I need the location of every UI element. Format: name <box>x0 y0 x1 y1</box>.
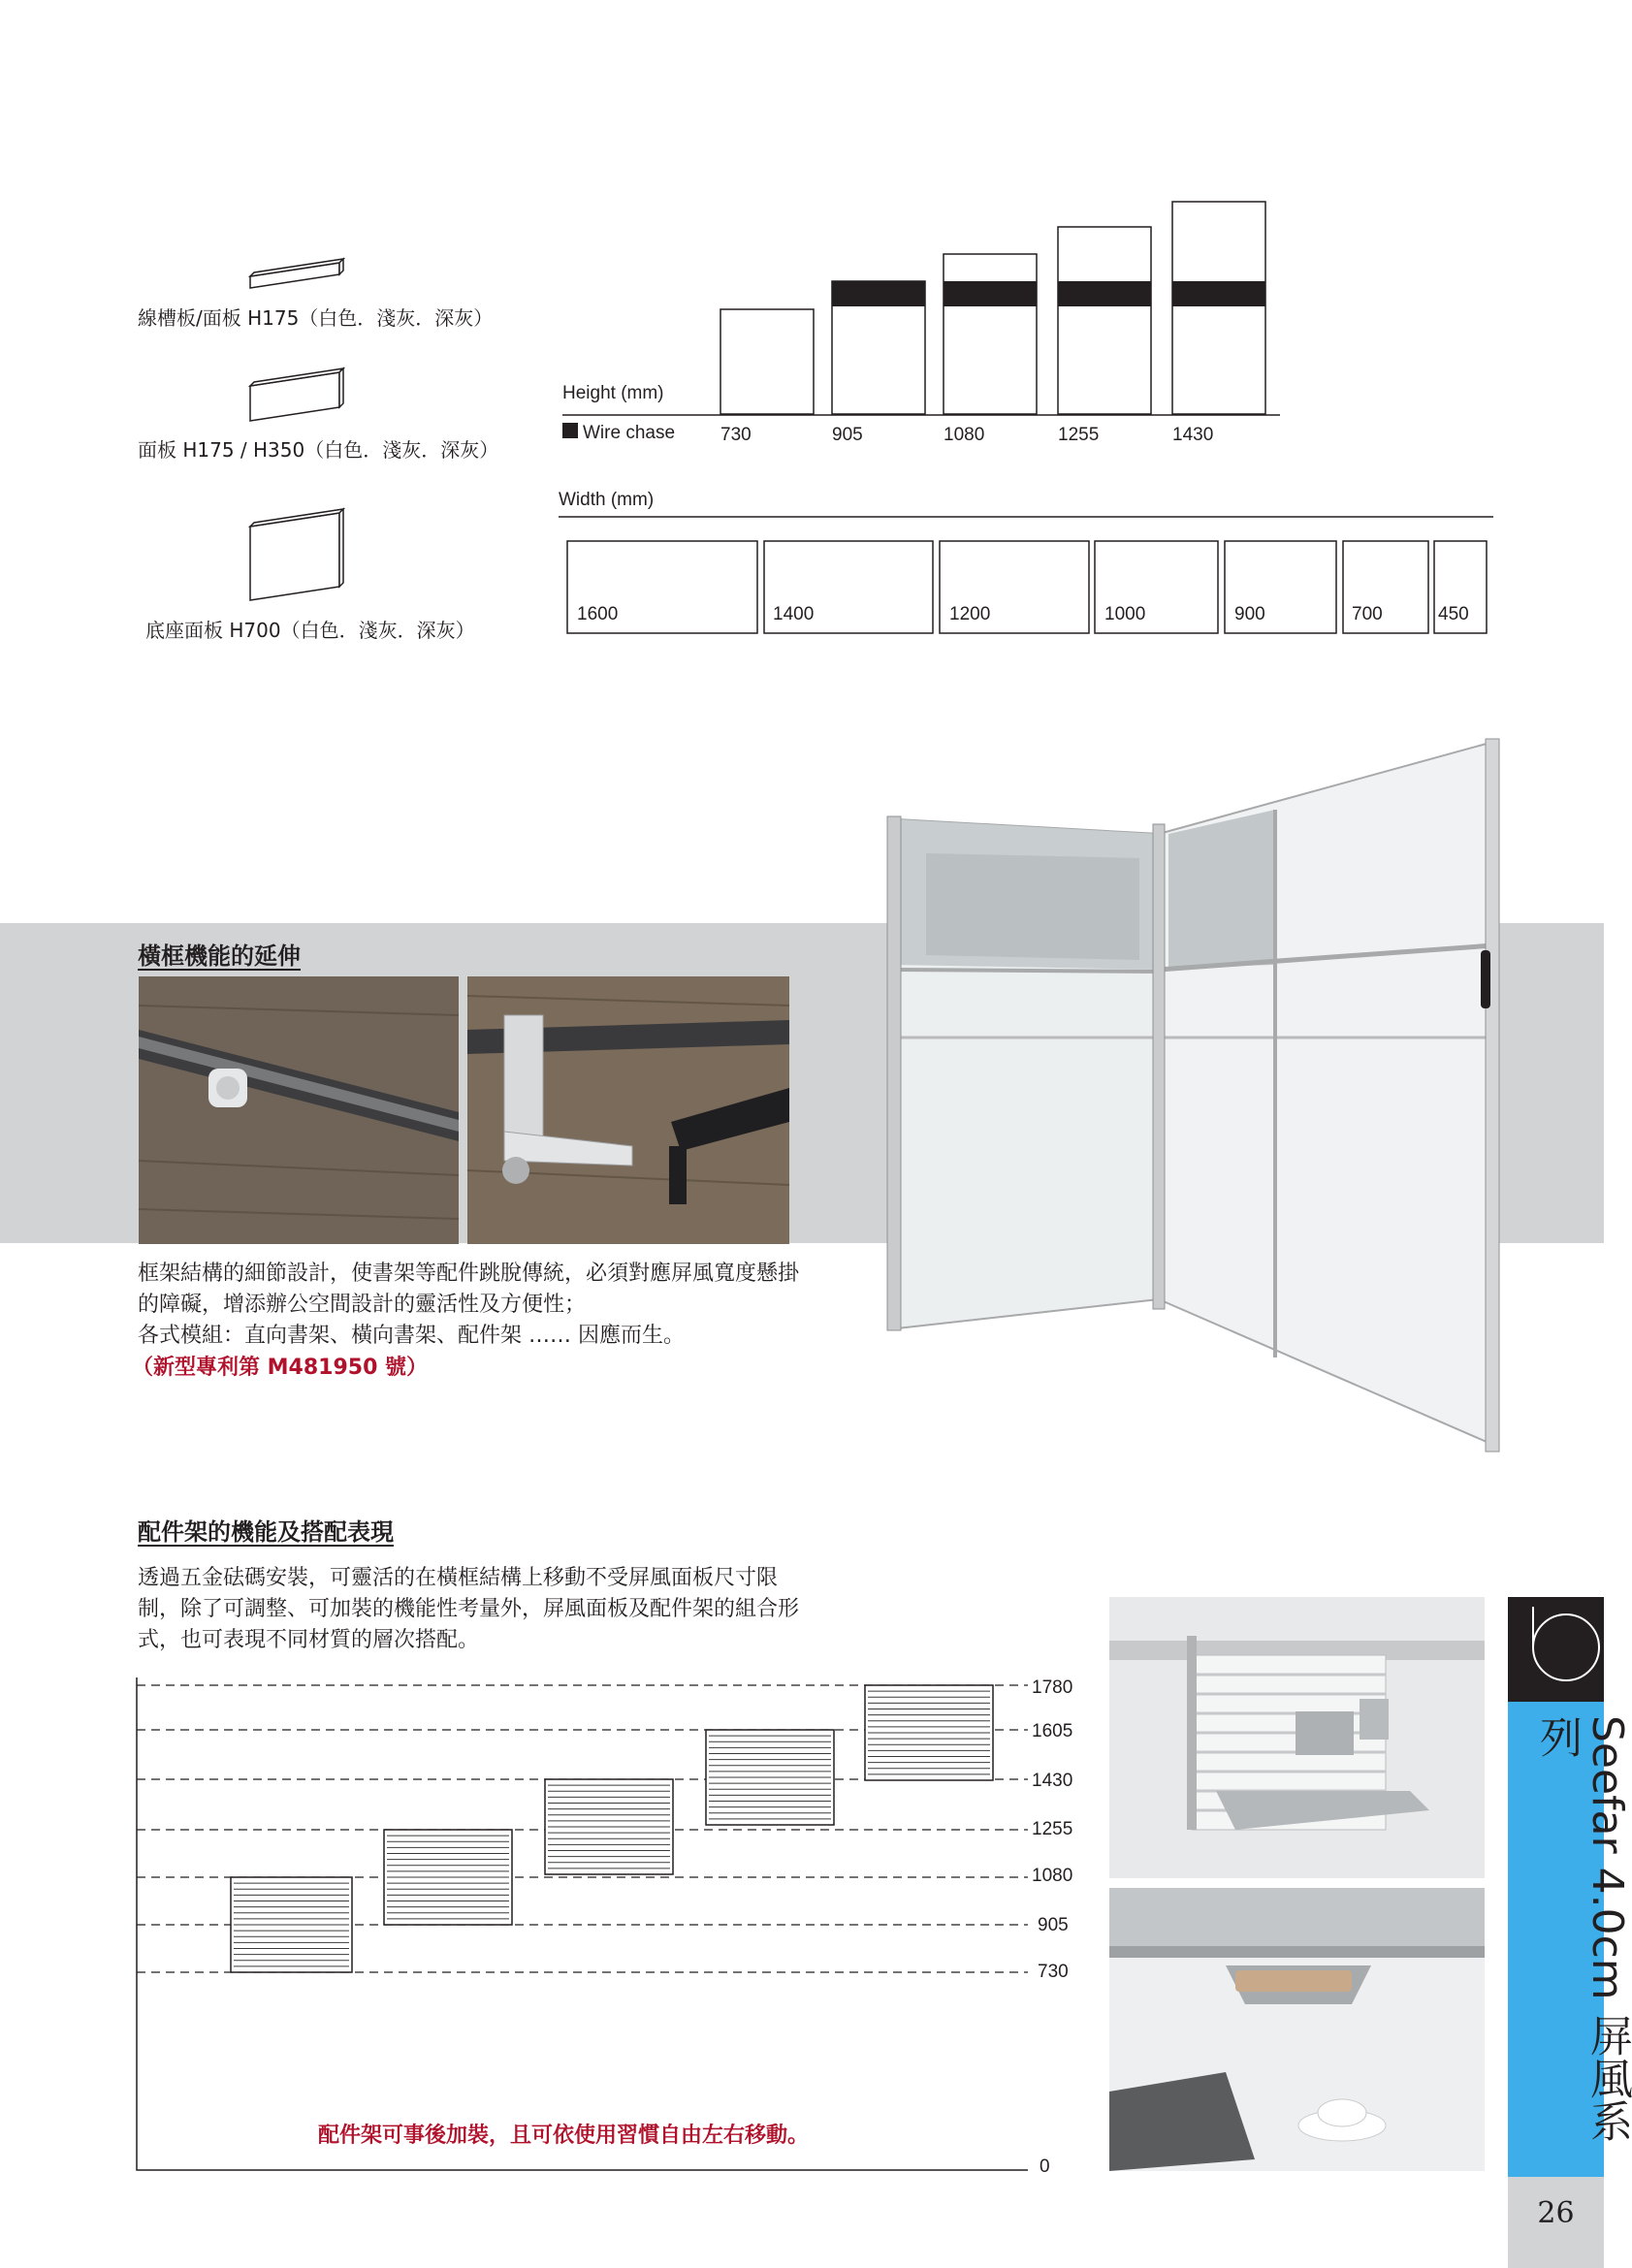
section1-heading: 橫框機能的延伸 <box>138 942 301 970</box>
thin-panel-icon <box>242 247 349 296</box>
base-panel-icon <box>242 499 349 606</box>
section2-line-3: 式，也可表現不同材質的層次搭配。 <box>138 1628 480 1652</box>
section2-line-1: 透過五金砝碼安裝，可靈活的在橫框結構上移動不受屏風面板尺寸限 <box>138 1566 779 1590</box>
level-label-1430: 1430 <box>1032 1771 1073 1791</box>
accessory-photo-top <box>1109 1597 1485 1878</box>
thin-panel-label: 線槽板/面板 H175（白色．淺灰．深灰） <box>138 306 494 330</box>
wire-chase-legend-swatch <box>562 423 578 438</box>
wire-chase-1080 <box>944 281 1037 306</box>
wire-chase-legend: Wire chase <box>583 423 676 443</box>
rack-chart <box>136 1677 1038 2172</box>
section1-line-2: 的障礙，增添辦公空間設計的靈活性及方便性； <box>138 1293 587 1317</box>
height-label-1255: 1255 <box>1058 425 1100 445</box>
section1-line-3: 各式模組：直向書架、橫向書架、配件架 …… 因應而生。 <box>138 1324 685 1348</box>
height-label-905: 905 <box>832 425 863 445</box>
level-label-1605: 1605 <box>1032 1721 1073 1741</box>
rail-photo-right <box>467 976 789 1244</box>
width-label-1600: 1600 <box>577 604 619 624</box>
page-number: 26 <box>1537 2196 1575 2230</box>
series-title-band <box>1508 1702 1632 2177</box>
accessory-rack-5 <box>865 1685 993 1780</box>
width-label-450: 450 <box>1438 604 1469 624</box>
sidebar-logo-block <box>1508 1597 1604 1702</box>
section1-line-1: 框架結構的細節設計，使書架等配件跳脫傳統，必須對應屏風寬度懸掛 <box>138 1262 800 1286</box>
height-label-1080: 1080 <box>944 425 985 445</box>
height-box-1080 <box>944 254 1037 414</box>
rail-photo-left <box>139 976 459 1244</box>
height-label-730: 730 <box>720 425 752 445</box>
width-label-1000: 1000 <box>1104 604 1146 624</box>
level-label-1080: 1080 <box>1032 1866 1073 1886</box>
accessory-rack-4 <box>706 1730 834 1825</box>
height-chart-title: Height (mm) <box>562 383 664 403</box>
seefar-logo-icon <box>1508 1597 1604 1702</box>
height-label-1430: 1430 <box>1172 425 1214 445</box>
width-label-900: 900 <box>1234 604 1265 624</box>
section2-heading: 配件架的機能及搭配表現 <box>138 1518 394 1546</box>
width-label-1200: 1200 <box>949 604 991 624</box>
section2-line-2: 制，除了可調整、可加裝的機能性考量外，屏風面板及配件架的組合形 <box>138 1597 800 1621</box>
medium-panel-icon <box>242 359 349 427</box>
accessory-photo-bottom <box>1109 1888 1485 2171</box>
level-label-1255: 1255 <box>1032 1819 1073 1839</box>
width-label-1400: 1400 <box>773 604 815 624</box>
level-label-0: 0 <box>1040 2156 1050 2177</box>
level-label-730: 730 <box>1038 1962 1069 1982</box>
patent-number: （新型專利第 M481950 號） <box>132 1356 429 1380</box>
height-box-1430 <box>1172 202 1265 414</box>
width-label-700: 700 <box>1352 604 1383 624</box>
wire-chase-1430 <box>1172 281 1265 306</box>
page-number-block <box>1508 2177 1604 2268</box>
height-chart <box>553 194 1290 456</box>
width-chart-title: Width (mm) <box>559 490 655 510</box>
accessory-rack-2 <box>384 1830 512 1925</box>
height-box-730 <box>720 309 814 414</box>
series-title: Seefar 4.0cm 屏風系列 <box>1532 1715 1632 2142</box>
accessory-rack-1 <box>231 1877 352 1972</box>
level-label-905: 905 <box>1038 1915 1069 1935</box>
rack-note: 配件架可事後加裝，且可依使用習慣自由左右移動。 <box>318 2124 810 2148</box>
wire-chase-905 <box>832 281 925 306</box>
medium-panel-label: 面板 H175 / H350（白色．淺灰．深灰） <box>138 438 499 462</box>
level-label-1780: 1780 <box>1032 1677 1073 1698</box>
partition-photo <box>868 727 1508 1454</box>
accessory-rack-3 <box>545 1779 673 1874</box>
base-panel-label: 底座面板 H700（白色．淺灰．深灰） <box>145 619 475 642</box>
height-box-1255 <box>1058 227 1151 414</box>
wire-chase-1255 <box>1058 281 1151 306</box>
